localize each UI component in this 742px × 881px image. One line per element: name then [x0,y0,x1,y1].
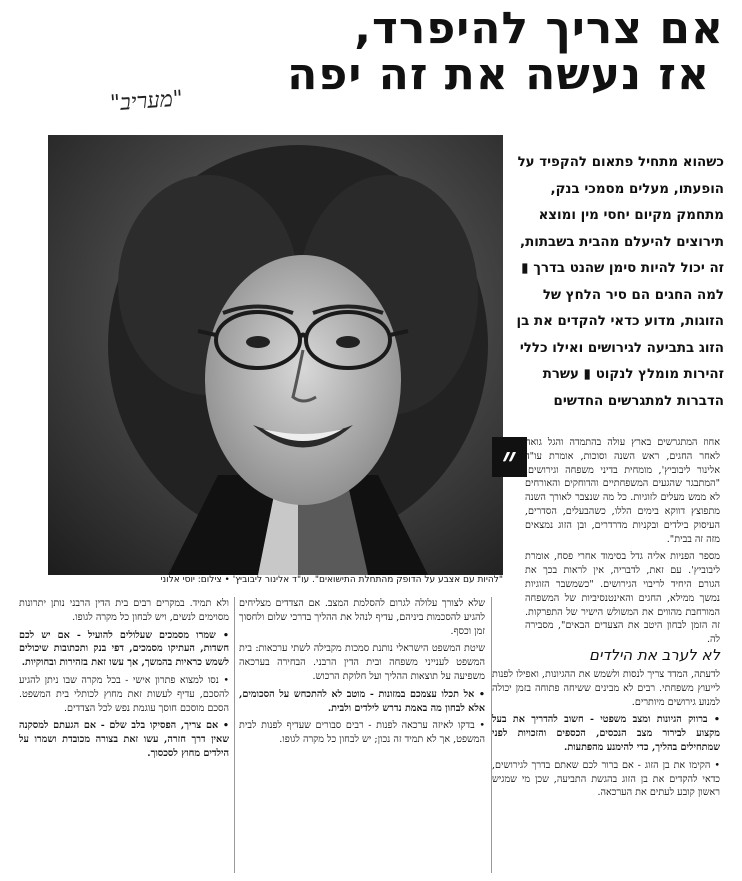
column-divider [234,597,235,873]
body-paragraph: • בדקו לאיזה ערכאה לפנות - רבים סבורים שעדיף לפנות לבית המשפט, אך לא תמיד זה נכון; יש לבחון כל מקרה לגופו. [239,720,485,746]
body-column-right [492,668,720,873]
body-paragraph: • ברווק הגיונות ומצב משפטי - חשוב להדריך את בעל מקצוע לבירור מצב הנכסים, הכספים והזכויות לפני שמתחילים בהליך, כדי להימנע מהפתעות. [492,714,720,753]
headline [284,3,724,101]
lead-text-1: כשהוא מתחיל פתאום להקפיד על הופעתו, מעלים מסמכי בנק, מתחמק מקיום יחסי מין ומוצא תירוצים להיעלם מהבית בשבתות, זה יכול להיות סימן שהנט בדרך [517,155,724,276]
column-divider [491,597,492,873]
body-paragraph: שלא לצורך עלולה לגרום להסלמת המצב. אם הצדדים מצליחים להגיע להסכמות ביניהם, עדיף לנהל את ההליך בדרכי שלום ולחסוך זמן וכסף. [239,598,485,637]
body-paragraph: ולא תמיד. במקרים רבים בית הדין הרבני נותן יתרונות מסוימים לנשים, ויש לבחון כל מקרה לגופו. [19,598,229,623]
lead-text-3: עשרת הדברות למתגרשים החדשים [542,367,724,409]
body-paragraph: • שמרו מסמכים שעלולים להועיל - אם יש לכם חשדות, העתיקו מסמכים, דפי בנק ותכתובות שיכולים לשמש כראיות בהמשך, אך עשו זאת בזהירות ובחוקיות. [19,629,229,669]
body-paragraph: • הקימו את בן הזוג - אם ברור לכם שאתם בדרך לגירושים, כדאי להקדים את בן הזוג בהגשת התביעה, שכן מי שמגיש ראשון קובע לעתים את הערכאה. [492,759,720,799]
lead-separator-1: ▮ [521,261,529,276]
intro-paragraph-1: אחוז המתגרשים בארץ עולה בהתמדה והגל גואה לאחר החגים, ראש השנה וסוכות, אומרת עו"ד אלינור ליבוביץ', מומחית בדיני משפחה וגירושים. "המתבגר שהגעים המשפחתיים והדוחקים והאורחים לא ממש מעלים לזוגיות. כל מה שנצבר לאורך השנה מתפוצץ דווקא בימים הללו, כשהבעלים, הסדרים, העיסוק בילדים ובקניות מדרדרים, ובן הזוג נמצאים מזה זה בבית". [525,437,720,545]
headline-line-1: אם צריך להיפרד, [354,3,724,54]
body-paragraph: שיטת המשפט הישראלי נותנת סמכות מקבילה לשתי ערכאות: בית המשפט לענייני משפחה ובית הדין הרבני. הבחירה בערכאה משפיעה על תוצאות ההליך ועל חלוקת הרכוש. [239,643,485,682]
portrait-photo-drawing [48,135,503,575]
lead-separator-2: ▮ [583,367,592,382]
lead-text-2: למה החגים הם סיר הלחץ של הזוגות, מדוע כדאי להקדים את בן הזוג בתביעה לגירושים ואילו כללי זהירות מומלץ לנקוט [516,287,724,382]
portrait-photo [48,135,503,575]
body-paragraph: • אם צריך, הפסיקו בלב שלם - אם הגעתם למסקנה שאין דרך חזרה, עשו זאת בצורה מכובדת ושמרו על הילדים מחוץ לסכסוך. [19,720,229,759]
body-paragraph: • אל תכלו עצמכם במזונות - מוטב לא להתכחש על הסכומים, אלא לבחון מה באמת נדרש לילדים ולבית. [239,688,485,714]
quote-mark-icon: ״ [492,437,527,477]
body-paragraph: לדעתה, המדד צריך לנסות ולשמש את ההגיונות, ואפילו לפנות לייעוץ משפחתי. רבים לא מבינים ששיחה פתוחה בזמן יכולה למנוע גירושים מיותרים. [492,669,720,708]
lead-paragraph [502,150,724,415]
handwritten-source-note: "מעריב" [109,86,184,117]
body-paragraph: • נסו למצוא פתרון אישי - בכל מקרה שבו ניתן להגיע להסכם, עדיף לעשות זאת מחוץ לכותלי בית המשפט. הסכם מוסכם חוסך עוגמת נפש לכל הצדדים. [19,674,229,714]
body-column-left [19,597,229,873]
subheading: לא לערב את הילדים [589,646,720,664]
headline-line-2: אז נעשה את זה יפה [287,49,710,101]
body-column-middle [239,597,485,873]
intro-paragraph-2: מספר הפניות אליה גדל בסימוד אחרי פסח, אומרת ליבוביץ'. עם זאת, לדבריה, אין לראות בכך את הגורם היחיד לריבוי הגירושים. "כשמשבר הזוגיות נמשך ממילא, החגים והאינטנסיביות של המשפחה המורחבת מהווים את המשולש הישיר של התפרקות. זה הזמן לבחון היטב את הצעדים הבאים", מסבירה לה. [525,551,720,644]
intro-column [525,436,720,644]
photo-caption: "להיות עם אצבע על הדופק מהתחלת התישואים". עו"ד אלינור ליבוביץ' • צילום: יוסי אלוני [160,575,503,585]
